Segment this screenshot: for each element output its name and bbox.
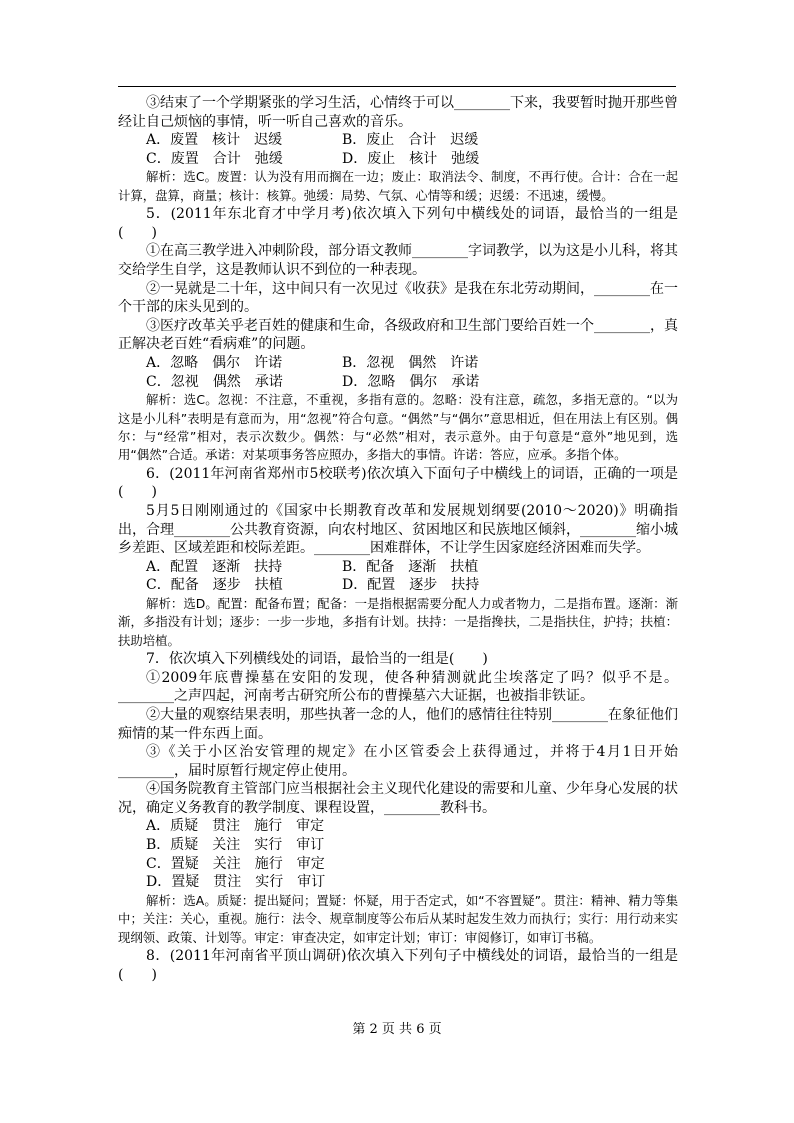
q6-answer: 解析：选D。配置：配备布置；配备：一是指根据需要分配人力或者物力，二是指布置。逐渐：渐渐，多指没有计划；逐步：一步一步地，多指有计划。扶持：一是指搀扶，二是指扶住，护持；扶植：扶助培植。 (118, 595, 678, 648)
q7-option-c: C．置疑 关注 施行 审定 (146, 855, 325, 872)
q5-item3: ③医疗改革关乎老百姓的健康和生命，各级政府和卫生部门要给百姓一个________，真正解决老百姓“看病难”的问题。 (118, 317, 678, 353)
q5-answer: 解析：选C。忽视：不注意，不重视，多指有意的。忽略：没有注意，疏忽，多指无意的。“以为这是小儿科”表明是有意而为，用“忽视”符合句意。“偶然”与“偶尔”意思相近，但在用法上有区别。偶尔：与“经常”相对，表示次数少。偶然：与“必然”相对，表示意外。由于句意是“意外”地见到，选用“偶然”合适。承诺：对某项事务答应照办，多指大的事情。许诺：答应，应承。多指个体。 (118, 392, 678, 463)
q4-option-a: A．废置 核计 迟缓 (146, 132, 283, 149)
q4-option-c: C．废置 合计 弛缓 (146, 150, 283, 167)
q5-option-c: C．忽视 偶然 承诺 (146, 373, 283, 390)
q5-stem: 5．(2011年东北育才中学月考)依次填入下列句中横线处的词语，最恰当的一组是( ) (118, 206, 678, 241)
q4-answer: 解析：选C。废置：认为没有用而搁在一边；废止：取消法令、制度，不再行使。合计：合在一起计算，盘算，商量；核计：核算。弛缓：局势、气氛、心情等和缓；迟缓：不迅速，缓慢。 (118, 169, 678, 203)
q6-option-c: C．配备 逐步 扶植 (146, 577, 283, 594)
q7-option-a: A．质疑 贯注 施行 审定 (146, 818, 325, 835)
q6-options-row2 (118, 576, 678, 595)
q7-item4: ④国务院教育主管部门应当根据社会主义现代化建设的需要和儿童、少年身心发展的状况，确定义务教育的教学制度、课程设置，________教科书。 (118, 781, 678, 816)
q5-option-a: A．忽略 偶尔 许诺 (146, 354, 283, 371)
q7-answer: 解析：选A。质疑：提出疑问；置疑：怀疑，用于否定式，如“不容置疑”。贯注：精神、精力等集中；关注：关心，重视。施行：法令、规章制度等公布后从某时起发生效力而执行；实行：用行动来实现纲领、政策、计划等。审定：审查决定，如审定计划；审订：审阅修订，如审订书稿。 (118, 892, 678, 945)
q8-stem: 8．(2011年河南省平顶山调研)依次填入下列句子中横线处的词语，最恰当的一组是( ) (118, 948, 678, 983)
q6-stem: 6．(2011年河南省郑州市5校联考)依次填入下面句子中横线上的词语，正确的一项是( ) (118, 465, 678, 501)
q7-stem: 7．依次填入下列横线处的词语，最恰当的一组是( ) (146, 651, 488, 668)
q7-option-row-c (118, 855, 678, 874)
q6-option-d: D．配置 逐步 扶持 (342, 577, 480, 594)
q4-option-b: B．废止 合计 迟缓 (342, 132, 479, 149)
header-rule (118, 86, 676, 87)
page-content (118, 94, 678, 984)
q6-option-b: B．配备 逐渐 扶植 (342, 558, 479, 575)
q7-option-row-d (118, 873, 678, 892)
q4-item3-line1: ③结束了一个学期紧张的学习生活，心情终于可以________下来，我要暂时抛开那些曾 (146, 95, 678, 111)
q4-options-row2 (118, 150, 678, 169)
q6-option-a: A．配置 逐渐 扶持 (146, 558, 283, 575)
q5-options-row2 (118, 373, 678, 392)
page-footer: 第 2 页 共 6 页 (352, 1022, 442, 1037)
q7-item1: ①2009年底曹操墓在安阳的发现，使各种猜测就此尘埃落定了吗？似乎不是。________之声四起，河南考古研究所公布的曹操墓六大证据，也被指非铁证。 (118, 669, 678, 705)
q4-options-row1 (118, 131, 678, 150)
q5-option-b: B．忽视 偶然 许诺 (342, 354, 479, 371)
q7-option-row-a (118, 817, 678, 836)
q5-options-row1 (118, 354, 678, 373)
q7-option-row-b (118, 836, 678, 855)
q6-passage: 5月5日刚刚通过的《国家中长期教育改革和发展规划纲要(2010～2020)》明确指出，合理________公共教育资源，向农村地区、贫困地区和民族地区倾斜，________缩小城乡差距、区域差距和校际差距。________困难群体，不让学生因家庭经济困难而失学。 (118, 502, 678, 557)
q5-item2: ②一晃就是二十年，这中间只有一次见过《收获》是我在东北劳动期间，________在一个干部的床头见到的。 (118, 280, 678, 316)
q4-option-d: D．废止 核计 弛缓 (342, 150, 480, 167)
q5-option-d: D．忽略 偶尔 承诺 (342, 373, 480, 390)
q7-option-d: D．置疑 贯注 实行 审订 (146, 874, 326, 891)
q6-options-row1 (118, 558, 678, 577)
q4-item3-line2: 经让自己烦恼的事情，听一听自己喜欢的音乐。 (118, 113, 412, 130)
q7-item2: ②大量的观察结果表明，那些执著一念的人，他们的感情往往特别________在象征他们痴情的某一件东西上面。 (118, 706, 678, 742)
q7-option-b: B．质疑 关注 实行 审订 (146, 837, 325, 854)
q7-item3: ③《关于小区治安管理的规定》在小区管委会上获得通过，并将于4月1日开始________，届时原暂行规定停止使用。 (118, 744, 678, 779)
q5-item1: ①在高三教学进入冲刺阶段，部分语文教师________字词教学，以为这是小儿科，将其交给学生自学，这是教师认识不到位的一种表现。 (118, 243, 678, 278)
